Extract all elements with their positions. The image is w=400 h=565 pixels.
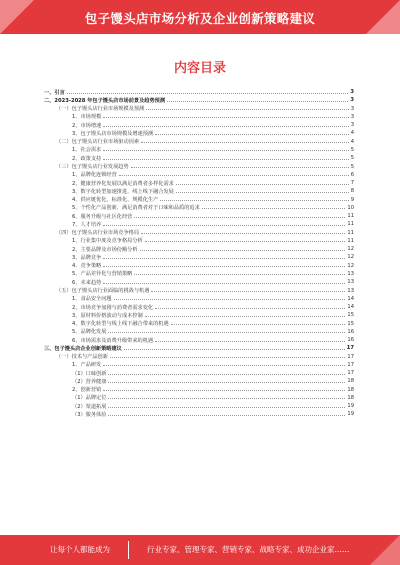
toc-entry[interactable] <box>44 154 354 162</box>
toc-entry-page: 15 <box>347 320 354 327</box>
toc-entry-page: 13 <box>347 270 354 277</box>
footer-corner-decoration <box>370 535 400 565</box>
toc-entry-text: 1、品牌化连锁经营 <box>72 172 117 179</box>
toc-entry[interactable] <box>44 195 354 203</box>
footer-slogan-left: 让每个人都能成为 <box>50 545 110 554</box>
toc-leader-dots <box>202 208 346 209</box>
toc-entry-text: 1、行业集中度及竞争格局分析 <box>72 238 143 245</box>
toc-leader-dots <box>155 308 345 309</box>
toc-leader-dots <box>119 175 349 176</box>
toc-entry[interactable] <box>44 386 354 394</box>
toc-entry[interactable] <box>44 220 354 228</box>
toc-entry[interactable] <box>44 262 354 270</box>
toc-entry-page: 16 <box>347 337 354 344</box>
toc-leader-dots <box>108 407 345 408</box>
toc-leader-dots <box>103 283 345 284</box>
toc-entry-text: 3、数字化转型加速推进，线上线下融合发展 <box>72 188 174 195</box>
toc-entry-text: 6、市场需求及消费升级带来的机遇 <box>72 337 154 344</box>
header-title: 包子馒头店市场分析及企业创新策略建议 <box>84 11 316 26</box>
toc-leader-dots <box>141 233 345 234</box>
toc-entry-text: 4、数字化转型与线上线下融合带来的机遇 <box>72 321 169 328</box>
toc-entry[interactable] <box>44 353 354 361</box>
toc-leader-dots <box>140 250 346 251</box>
toc-leader-dots <box>141 142 349 143</box>
toc-entry[interactable] <box>44 129 354 137</box>
toc-leader-dots <box>108 382 345 383</box>
toc-leader-dots <box>155 341 345 342</box>
toc-entry-text: 1、食品安全问题 <box>72 296 112 303</box>
toc-entry-page: 3 <box>350 89 354 96</box>
toc-entry-text: 3、品牌竞争 <box>72 254 102 261</box>
toc-entry[interactable] <box>44 369 354 377</box>
page-footer-banner <box>0 535 400 565</box>
toc-entry-page: 15 <box>347 312 354 319</box>
toc-entry-text: 1、市场规模 <box>72 114 102 121</box>
toc-leader-dots <box>108 374 345 375</box>
toc-entry[interactable] <box>44 344 354 352</box>
toc-entry[interactable] <box>44 237 354 245</box>
toc-entry-text: （3）服务体验 <box>72 411 107 418</box>
toc-leader-dots <box>146 109 348 110</box>
toc-entry-text: （三）包子馒头店行业发展趋势 <box>56 164 129 171</box>
toc-entry[interactable] <box>44 187 354 195</box>
toc-entry-page: 11 <box>347 213 354 220</box>
toc-entry-page: 4 <box>350 138 354 145</box>
toc-leader-dots <box>124 349 345 350</box>
toc-entry[interactable] <box>44 138 354 146</box>
toc-leader-dots <box>103 126 348 127</box>
toc-entry-text: 5、产品差异化与营销策略 <box>72 271 133 278</box>
toc-entry[interactable] <box>44 204 354 212</box>
toc-entry-page: 16 <box>347 328 354 335</box>
toc-entry-page: 8 <box>350 188 354 195</box>
toc-entry-text: 3、原材料价格波动与成本控制 <box>72 312 143 319</box>
toc-entry[interactable] <box>44 303 354 311</box>
toc-leader-dots <box>171 324 346 325</box>
toc-leader-dots <box>134 274 345 275</box>
toc-entry[interactable] <box>44 253 354 261</box>
toc-leader-dots <box>108 398 345 399</box>
toc-entry[interactable] <box>44 295 354 303</box>
toc-entry-text: 6、服务升级与社区化经营 <box>72 213 133 220</box>
toc-entry[interactable] <box>44 361 354 369</box>
toc-entry-text: （1）品牌定位 <box>72 395 107 402</box>
toc-leader-dots <box>103 117 348 118</box>
toc-entry[interactable] <box>44 270 354 278</box>
toc-entry[interactable] <box>44 410 354 418</box>
toc-entry-page: 11 <box>347 237 354 244</box>
toc-leader-dots <box>160 200 348 201</box>
page-header-banner <box>0 0 400 34</box>
toc-leader-dots <box>155 134 349 135</box>
toc-entry-text: 1、社会需求 <box>72 147 102 154</box>
toc-entry-text: （二）包子馒头店行业市场驱动因素 <box>56 139 140 146</box>
toc-entry[interactable] <box>44 336 354 344</box>
toc-entry-text: 7、人才培养 <box>72 221 102 228</box>
toc-entry-page: 12 <box>347 246 354 253</box>
toc-leader-dots <box>176 192 349 193</box>
toc-entry-page: 3 <box>350 122 354 129</box>
toc-entry-page: 11 <box>347 229 354 236</box>
toc-entry-page: 18 <box>347 378 354 385</box>
toc-entry-page: 14 <box>347 304 354 311</box>
toc-entry-page: 17 <box>347 370 354 377</box>
toc-leader-dots <box>145 316 346 317</box>
toc-leader-dots <box>110 357 346 358</box>
footer-slogan-right: 行业专家、管理专家、营销专家、战略专家、成功企业家…… <box>147 545 350 554</box>
toc-leader-dots <box>108 415 345 416</box>
toc-entry-text: 5、品牌化发展 <box>72 329 107 336</box>
toc-leader-dots <box>131 167 349 168</box>
toc-entry-page: 12 <box>347 254 354 261</box>
toc-entry[interactable] <box>44 105 354 113</box>
toc-entry[interactable] <box>44 278 354 286</box>
toc-entry-text: 2、主要品牌及市场份额分析 <box>72 246 138 253</box>
toc-entry-page: 12 <box>347 262 354 269</box>
toc-entry-text: （1）口味创新 <box>72 370 107 377</box>
toc-entry-text: 6、未来趋势 <box>72 279 102 286</box>
footer-divider <box>128 541 129 559</box>
toc-leader-dots <box>103 258 345 259</box>
toc-entry[interactable] <box>44 229 354 237</box>
toc-leader-dots <box>151 291 345 292</box>
toc-leader-dots <box>145 241 346 242</box>
toc-entry-text: （2）渠道拓展 <box>72 403 107 410</box>
toc-entry[interactable] <box>44 113 354 121</box>
toc-entry-page: 18 <box>347 386 354 393</box>
toc-entry-text: 5、个性化产品创新，满足消费者对于口味和品质的追求 <box>72 205 200 212</box>
toc-entry-text: 1、产品研发 <box>72 362 102 369</box>
toc-entry-text: 一、引言 <box>44 89 65 96</box>
toc-entry[interactable] <box>44 171 354 179</box>
toc-entry[interactable] <box>44 377 354 385</box>
toc-leader-dots <box>103 365 345 366</box>
toc-entry[interactable] <box>44 402 354 410</box>
toc-leader-dots <box>103 159 348 160</box>
toc-entry-text: 2、健康营养化发展以满足消费者多样化需求 <box>72 180 174 187</box>
toc-entry-text: （2）营养健康 <box>72 378 107 385</box>
toc-entry-page: 4 <box>350 130 354 137</box>
toc-entry[interactable] <box>44 162 354 170</box>
toc-leader-dots <box>134 217 345 218</box>
toc-heading: 内容目录 <box>173 61 226 76</box>
toc-entry[interactable] <box>44 96 354 104</box>
toc-entry-page: 17 <box>347 353 354 360</box>
toc-entry-page: 19 <box>347 411 354 418</box>
toc-leader-dots <box>108 332 345 333</box>
toc-leader-dots <box>167 101 348 102</box>
toc-entry-text: （四）包子馒头店行业市场竞争格局 <box>56 230 140 237</box>
toc-entry[interactable] <box>44 212 354 220</box>
toc-entry-text: （一）包子馒头店行业市场规模及预测 <box>56 106 145 113</box>
toc-entry-page: 14 <box>347 295 354 302</box>
toc-entry-page: 13 <box>347 287 354 294</box>
toc-leader-dots <box>103 266 345 267</box>
toc-entry[interactable] <box>44 311 354 319</box>
toc-entry-page: 7 <box>350 180 354 187</box>
toc-entry-page: 18 <box>347 394 354 401</box>
toc-entry-page: 19 <box>347 403 354 410</box>
toc-entry-text: 二、2023-2028 年包子馒头店市场前景及趋势预测 <box>44 97 166 104</box>
toc-entry[interactable] <box>44 146 354 154</box>
toc-entry-text: 三、包子馒头店企业创新策略建议 <box>44 345 122 352</box>
toc-entry[interactable] <box>44 179 354 187</box>
toc-entry-page: 11 <box>347 221 354 228</box>
toc-entry[interactable] <box>44 328 354 336</box>
toc-entry-text: （五）包子馒头店行业面临的挑战与机遇 <box>56 288 150 294</box>
toc-entry-page: 13 <box>347 279 354 286</box>
toc-entry-page: 5 <box>350 146 354 153</box>
toc-entry[interactable] <box>44 319 354 327</box>
toc-entry-page: 5 <box>350 155 354 162</box>
toc-entry-text: 2、市场增速 <box>72 122 102 129</box>
toc-entry-page: 3 <box>350 105 354 112</box>
toc-leader-dots <box>103 390 345 391</box>
toc-entry[interactable] <box>44 88 354 96</box>
toc-entry-text: （一）技术与产品创新 <box>56 354 108 361</box>
toc-entry-page: 9 <box>350 196 354 203</box>
toc-entry-text: 4、竞争策略 <box>72 263 102 270</box>
toc-entry-text: 3、包子馒头店市场规模及增速预测 <box>72 130 154 137</box>
toc-entry[interactable] <box>44 286 354 294</box>
table-of-contents <box>44 88 354 419</box>
toc-entry-text: 2、市场竞争加剧与消费者需求变化 <box>72 304 154 311</box>
toc-entry-page: 5 <box>350 163 354 170</box>
toc-leader-dots <box>114 299 346 300</box>
toc-leader-dots <box>67 93 349 94</box>
toc-leader-dots <box>103 225 345 226</box>
toc-entry-page: 6 <box>350 171 354 178</box>
toc-leader-dots <box>103 150 348 151</box>
toc-entry[interactable] <box>44 121 354 129</box>
toc-entry-page: 3 <box>350 97 354 104</box>
toc-leader-dots <box>176 184 349 185</box>
toc-entry[interactable] <box>44 394 354 402</box>
toc-entry-page: 10 <box>347 204 354 211</box>
toc-entry-text: 2、创新营销 <box>72 387 102 394</box>
toc-entry-page: 17 <box>347 361 354 368</box>
toc-entry-page: 3 <box>350 113 354 120</box>
toc-entry[interactable] <box>44 245 354 253</box>
toc-entry-text: 2、政策支持 <box>72 155 102 162</box>
toc-entry-page: 17 <box>346 345 354 352</box>
toc-entry-text: 4、供应链优化，标准化、规模化生产 <box>72 197 159 204</box>
